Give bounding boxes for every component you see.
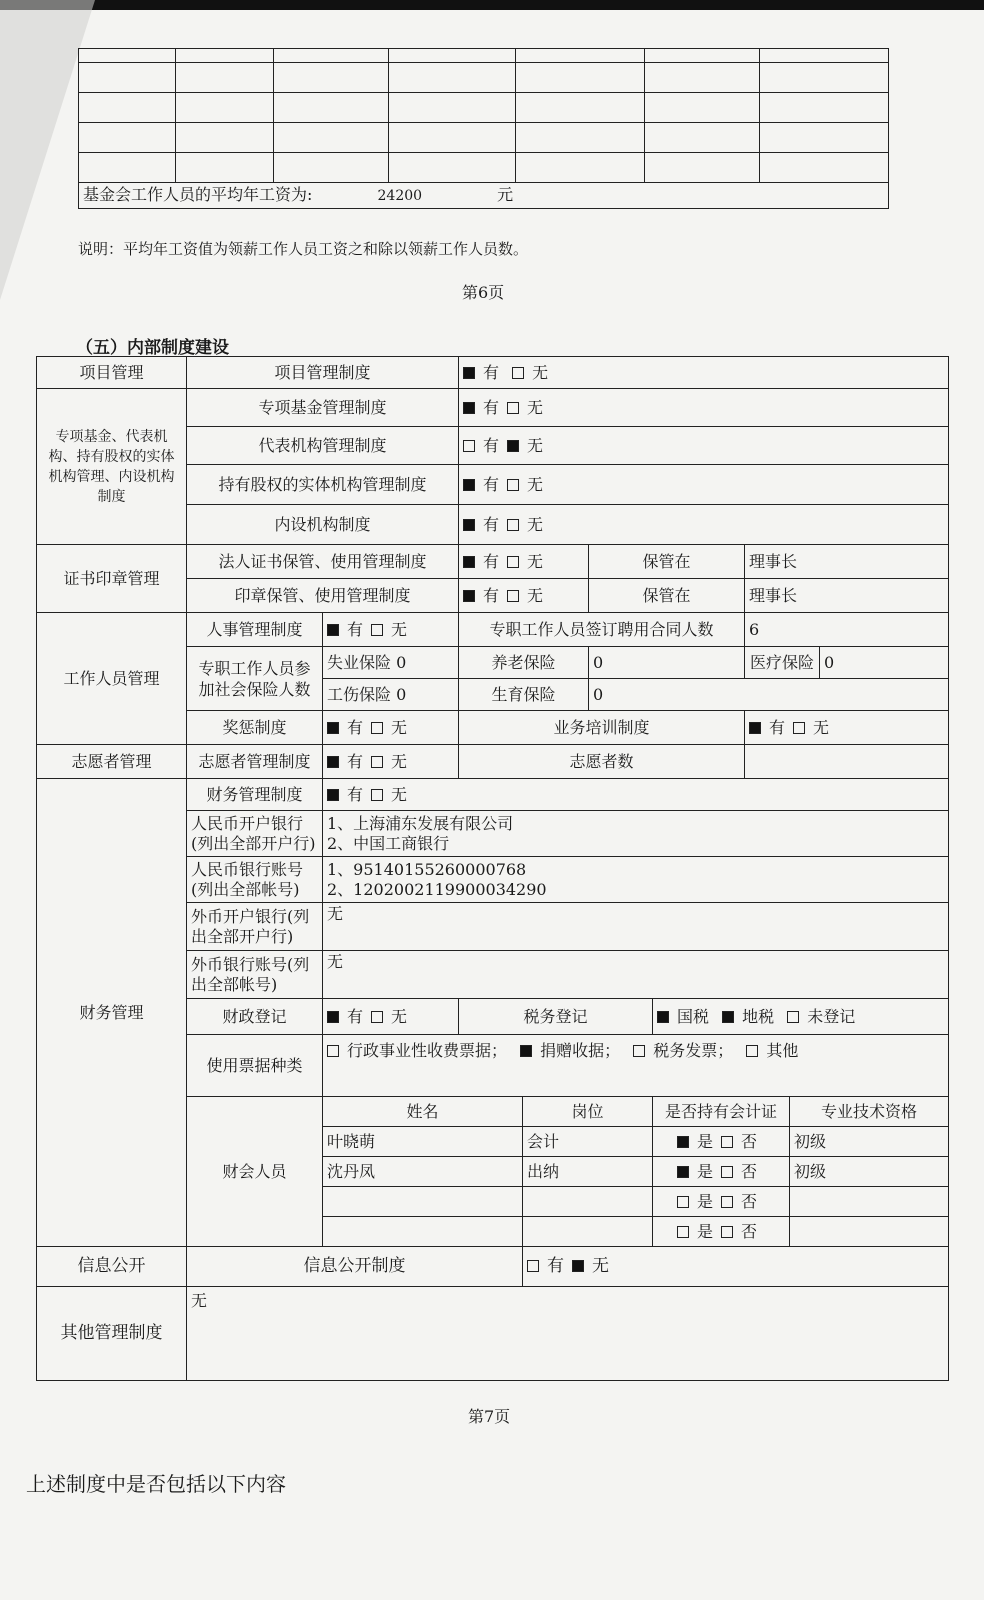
checkbox[interactable]	[749, 722, 761, 734]
opt-fou: 否	[741, 1222, 758, 1241]
checkbox[interactable]	[463, 556, 475, 568]
opt-you: 有	[347, 718, 364, 737]
checkbox[interactable]	[633, 1045, 645, 1057]
opt-you: 有	[769, 718, 786, 737]
checkbox[interactable]	[371, 722, 383, 734]
checkbox[interactable]	[677, 1166, 689, 1178]
opt-you: 有	[347, 1007, 364, 1026]
receipt-label: 使用票据种类	[187, 1035, 323, 1097]
checkbox[interactable]	[572, 1260, 584, 1272]
special-opt	[459, 505, 949, 545]
checkbox[interactable]	[327, 624, 339, 636]
reward-opt	[323, 711, 459, 745]
contract-value: 6	[745, 613, 949, 647]
acct-name	[323, 1217, 523, 1247]
acct-qual: 初级	[790, 1127, 949, 1157]
project-has-box[interactable]	[463, 367, 475, 379]
opt-you: 有	[347, 620, 364, 639]
acct-name: 沈丹凤	[323, 1157, 523, 1187]
keeper-value: 理事长	[745, 579, 949, 613]
hr-opt	[323, 613, 459, 647]
fx-bank-label: 外币开户银行(列出全部开户行)	[187, 903, 323, 951]
training-opt	[745, 711, 949, 745]
fx-account-label: 外币银行账号(列出全部帐号)	[187, 951, 323, 999]
acct-name	[323, 1187, 523, 1217]
opt-wu: 无	[391, 752, 408, 771]
checkbox[interactable]	[327, 789, 339, 801]
salary-table	[78, 48, 889, 209]
tax-option: 国税	[677, 1007, 710, 1026]
avg-salary-value: 24200	[377, 188, 423, 204]
checkbox[interactable]	[787, 1011, 799, 1023]
avg-salary-row	[79, 183, 889, 209]
opt-wu: 无	[527, 475, 544, 494]
opt-fou: 否	[741, 1162, 758, 1181]
acct-header: 岗位	[523, 1097, 653, 1127]
footer-question: 上述制度中是否包括以下内容	[26, 1472, 286, 1496]
opt-wu: 无	[527, 552, 544, 571]
acct-post	[523, 1187, 653, 1217]
acct-post: 会计	[523, 1127, 653, 1157]
page-number-6: 第6页	[462, 283, 505, 302]
injury-value: 0	[396, 685, 407, 704]
page-number-7: 第7页	[468, 1407, 511, 1426]
opt-you: 有	[483, 363, 500, 382]
opt-you: 有	[483, 552, 500, 571]
checkbox[interactable]	[677, 1226, 689, 1238]
tax-option: 地税	[742, 1007, 775, 1026]
opt-wu: 无	[527, 586, 544, 605]
opt-you: 有	[347, 752, 364, 771]
receipt-option: 税务发票；	[653, 1041, 734, 1060]
keeper-value: 理事长	[745, 545, 949, 579]
keeper-label: 保管在	[589, 545, 745, 579]
unemployment-label: 失业保险	[327, 653, 392, 672]
fiscal-opt	[323, 999, 459, 1035]
checkbox[interactable]	[677, 1196, 689, 1208]
opt-you: 有	[347, 785, 364, 804]
hr-label: 人事管理制度	[187, 613, 323, 647]
checkbox[interactable]	[507, 519, 519, 531]
injury-label: 工伤保险	[327, 685, 392, 704]
disclosure-label: 信息公开制度	[187, 1247, 523, 1287]
acct-header: 专业技术资格	[790, 1097, 949, 1127]
opt-wu: 无	[527, 398, 544, 417]
project-no-box[interactable]	[512, 367, 524, 379]
seal-opt	[459, 579, 589, 613]
acct-qual	[790, 1187, 949, 1217]
checkbox[interactable]	[721, 1166, 733, 1178]
checkbox[interactable]	[327, 1011, 339, 1023]
rmb-account-label: 人民币银行账号(列出全部帐号)	[187, 857, 323, 903]
rmb-bank-label: 人民币开户银行(列出全部开户行)	[187, 811, 323, 857]
injury-row	[323, 679, 459, 711]
cat-project: 项目管理	[37, 357, 187, 389]
opt-wu: 无	[391, 1007, 408, 1026]
tax-label: 税务登记	[459, 999, 653, 1035]
acct-cert	[653, 1157, 790, 1187]
checkbox[interactable]	[507, 556, 519, 568]
opt-wu: 无	[527, 515, 544, 534]
checkbox[interactable]	[507, 479, 519, 491]
fiscal-label: 财政登记	[187, 999, 323, 1035]
rmb-account-1: 1、95140155260000768	[327, 859, 527, 879]
checkbox[interactable]	[793, 722, 805, 734]
rmb-bank-values	[323, 811, 949, 857]
checkbox[interactable]	[721, 1226, 733, 1238]
checkbox[interactable]	[371, 756, 383, 768]
receipt-option: 行政事业性收费票据；	[347, 1041, 508, 1060]
unemployment-value: 0	[396, 653, 407, 672]
scan-top-shadow	[0, 0, 984, 10]
checkbox[interactable]	[327, 1045, 339, 1057]
opt-shi: 是	[697, 1132, 714, 1151]
acct-post: 出纳	[523, 1157, 653, 1187]
volunteer-opt	[323, 745, 459, 779]
checkbox[interactable]	[463, 402, 475, 414]
acct-header: 是否持有会计证	[653, 1097, 790, 1127]
opt-shi: 是	[697, 1222, 714, 1241]
rmb-account-values	[323, 857, 949, 903]
opt-fou: 否	[741, 1192, 758, 1211]
accountant-label: 财会人员	[187, 1097, 323, 1247]
rmb-bank-2: 2、中国工商银行	[327, 833, 450, 853]
section-title: （五）内部制度建设	[76, 338, 229, 358]
checkbox[interactable]	[371, 1011, 383, 1023]
checkbox[interactable]	[327, 722, 339, 734]
opt-shi: 是	[697, 1192, 714, 1211]
keeper-label: 保管在	[589, 579, 745, 613]
opt-wu: 无	[391, 785, 408, 804]
checkbox[interactable]	[657, 1011, 669, 1023]
opt-fou: 否	[741, 1132, 758, 1151]
acct-qual	[790, 1217, 949, 1247]
cat-finance: 财务管理	[37, 779, 187, 1247]
volunteer-count-value	[745, 745, 949, 779]
opt-wu: 无	[592, 1256, 610, 1276]
cat-other: 其他管理制度	[37, 1287, 187, 1381]
acct-cert	[653, 1187, 790, 1217]
pension-label: 养老保险	[459, 647, 589, 679]
project-policy-label: 项目管理制度	[187, 357, 459, 389]
pension-value: 0	[589, 647, 745, 679]
disclosure-opt	[523, 1247, 949, 1287]
acct-header: 姓名	[323, 1097, 523, 1127]
acct-post	[523, 1217, 653, 1247]
checkbox[interactable]	[507, 590, 519, 602]
finance-policy-opt	[323, 779, 949, 811]
salary-note: 说明：平均年工资值为领薪工作人员工资之和除以领薪工作人员数。	[78, 240, 529, 258]
cat-volunteer: 志愿者管理	[37, 745, 187, 779]
checkbox[interactable]	[463, 479, 475, 491]
opt-shi: 是	[697, 1162, 714, 1181]
acct-name: 叶晓萌	[323, 1127, 523, 1157]
seal-item-label: 法人证书保管、使用管理制度	[187, 545, 459, 579]
opt-wu: 无	[391, 620, 408, 639]
volunteer-policy-label: 志愿者管理制度	[187, 745, 323, 779]
opt-wu: 无	[391, 718, 408, 737]
receipt-option: 捐赠收据；	[540, 1041, 621, 1060]
internal-system-table	[36, 356, 949, 1381]
tax-option: 未登记	[807, 1007, 856, 1026]
opt-you: 有	[483, 436, 500, 455]
special-item-label: 持有股权的实体机构管理制度	[187, 465, 459, 505]
fx-bank-value: 无	[323, 903, 949, 951]
opt-you: 有	[483, 586, 500, 605]
checkbox[interactable]	[721, 1196, 733, 1208]
receipt-option: 其他	[766, 1041, 799, 1060]
opt-wu: 无	[532, 363, 549, 382]
reward-label: 奖惩制度	[187, 711, 323, 745]
rmb-account-2: 2、1202002119900034290	[327, 879, 547, 899]
contract-label: 专职工作人员签订聘用合同人数	[459, 613, 745, 647]
cat-special: 专项基金、代表机构、持有股权的实体机构管理、内设机构制度	[37, 389, 187, 545]
checkbox[interactable]	[463, 590, 475, 602]
checkbox[interactable]	[527, 1260, 539, 1272]
training-label: 业务培训制度	[459, 711, 745, 745]
checkbox[interactable]	[507, 402, 519, 414]
project-policy-opt	[459, 357, 949, 389]
opt-you: 有	[483, 398, 500, 417]
special-opt	[459, 427, 949, 465]
rmb-bank-1: 1、上海浦东发展有限公司	[327, 813, 514, 833]
acct-qual: 初级	[790, 1157, 949, 1187]
tax-opt	[653, 999, 949, 1035]
finance-policy-label: 财务管理制度	[187, 779, 323, 811]
checkbox[interactable]	[327, 756, 339, 768]
checkbox[interactable]	[721, 1136, 733, 1148]
special-item-label: 专项基金管理制度	[187, 389, 459, 427]
medical-value: 0	[820, 647, 949, 679]
checkbox[interactable]	[677, 1136, 689, 1148]
checkbox[interactable]	[463, 519, 475, 531]
checkbox[interactable]	[520, 1045, 532, 1057]
checkbox[interactable]	[371, 624, 383, 636]
opt-you: 有	[483, 475, 500, 494]
cat-staff: 工作人员管理	[37, 613, 187, 745]
opt-wu: 无	[527, 436, 544, 455]
maternity-label: 生育保险	[459, 679, 589, 711]
avg-salary-unit: 元	[497, 185, 514, 204]
checkbox[interactable]	[746, 1045, 758, 1057]
checkbox[interactable]	[507, 440, 519, 452]
other-value: 无	[187, 1287, 949, 1381]
opt-wu: 无	[813, 718, 830, 737]
checkbox[interactable]	[722, 1011, 734, 1023]
avg-salary-label: 基金会工作人员的平均年工资为:	[83, 185, 313, 204]
volunteer-count-label: 志愿者数	[459, 745, 745, 779]
receipt-opt	[323, 1035, 949, 1097]
cat-disclosure: 信息公开	[37, 1247, 187, 1287]
special-opt	[459, 389, 949, 427]
unemployment-row	[323, 647, 459, 679]
medical-label: 医疗保险	[745, 647, 820, 679]
special-item-label: 代表机构管理制度	[187, 427, 459, 465]
seal-opt	[459, 545, 589, 579]
opt-you: 有	[547, 1256, 565, 1276]
insurance-label: 专职工作人员参加社会保险人数	[187, 647, 323, 711]
fx-account-value: 无	[323, 951, 949, 999]
special-item-label: 内设机构制度	[187, 505, 459, 545]
acct-cert	[653, 1217, 790, 1247]
maternity-value: 0	[589, 679, 949, 711]
checkbox[interactable]	[371, 789, 383, 801]
checkbox[interactable]	[463, 440, 475, 452]
seal-item-label: 印章保管、使用管理制度	[187, 579, 459, 613]
acct-cert	[653, 1127, 790, 1157]
special-opt	[459, 465, 949, 505]
opt-you: 有	[483, 515, 500, 534]
cat-seal: 证书印章管理	[37, 545, 187, 613]
